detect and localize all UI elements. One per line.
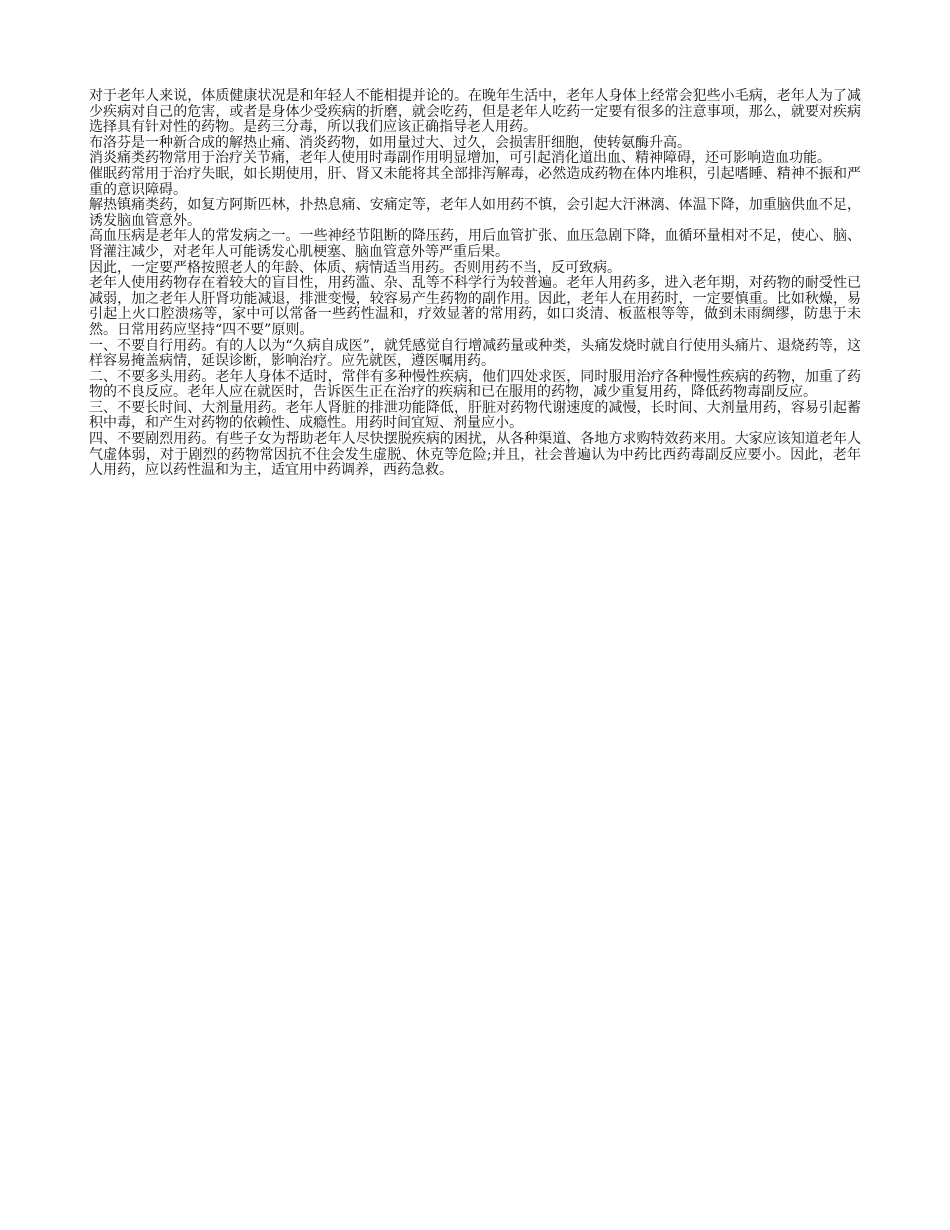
paragraph-four-donts-intro: 老年人使用药物存在着较大的盲目性，用药滥、杂、乱等不科学行为较普遍。老年人用药多，进入老年期，对药物的耐受性已减弱，加之老年人肝肾功能减退，排泄变慢，较容易产生药物的副作用。因此，老年人在用药时，一定要慎重。比如秋燥，易引起上火口腔溃疡等，家中可以常备一些药性温和，疗效显著的常用药，如口炎清、板蓝根等等，做到未雨绸缪，防患于未然。日常用药应坚持“四不要”原则。 [89, 275, 861, 338]
paragraph-rule-four: 四、不要剧烈用药。有些子女为帮助老年人尽快摆脱疾病的困扰，从各种渠道、各地方求购特效药来用。大家应该知道老年人气虚体弱，对于剧烈的药物常因抗不住会发生虚脱、休克等危险;并且，社会普遍认为中药比西药毒副反应要小。因此，老年人用药，应以药性温和为主，适宜用中药调养，西药急救。 [89, 431, 861, 479]
paragraph-antipyretics: 解热镇痛类药，如复方阿斯匹林，扑热息痛、安痛定等，老年人如用药不慎，会引起大汗淋漓、体温下降，加重脑供血不足，诱发脑血管意外。 [89, 197, 861, 229]
paragraph-ibuprofen: 布洛芬是一种新合成的解热止痛、消炎药物，如用量过大、过久，会损害肝细胞，使转氨酶升高。 [89, 134, 691, 151]
paragraph-hypertension: 高血压病是老年人的常发病之一。一些神经节阻断的降压药，用后血管扩张、血压急剧下降，血循环量相对不足，使心、脑、肾灌注减少，对老年人可能诱发心肌梗塞、脑血管意外等严重后果。 [89, 228, 861, 260]
paragraph-rule-three: 三、不要长时间、大剂量用药。老年人肾脏的排泄功能降低，肝脏对药物代谢速度的减慢，长时间、大剂量用药，容易引起蓄积中毒，和产生对药物的依赖性、成瘾性。用药时间宜短、剂量应小。 [89, 399, 861, 432]
document-body [89, 89, 861, 479]
paragraph-conclusion: 因此，一定要严格按照老人的年龄、体质、病情适当用药。否则用药不当，反可致病。 [89, 259, 621, 276]
paragraph-rule-one: 一、不要自行用药。有的人以为“久病自成医”，就凭感觉自行增减药量或种类，头痛发烧时就自行使用头痛片、退烧药等，这样容易掩盖病情，延误诊断，影响治疗。应先就医，遵医嘱用药。 [89, 337, 861, 370]
paragraph-intro: 对于老年人来说，体质健康状况是和年轻人不能相提并论的。在晚年生活中，老年人身体上经常会犯些小毛病，老年人为了减少疾病对自己的危害，或者是身体少受疾病的折磨，就会吃药，但是老年人吃药一定要有很多的注意事项，那么，就要对疾病选择具有针对性的药物。是药三分毒，所以我们应该正确指导老人用药。 [89, 88, 861, 136]
paragraph-rule-two: 二、不要多头用药。老年人身体不适时，常伴有多种慢性疾病，他们四处求医，同时服用治疗各种慢性疾病的药物，加重了药物的不良反应。老年人应在就医时，告诉医生正在治疗的疾病和已在服用的药物，减少重复用药，降低药物毒副反应。 [89, 368, 861, 401]
paragraph-indomethacin: 消炎痛类药物常用于治疗关节痛，老年人使用时毒副作用明显增加，可引起消化道出血、精神障碍，还可影响造血功能。 [89, 150, 831, 167]
paragraph-hypnotics: 催眠药常用于治疗失眠，如长期使用，肝、肾又未能将其全部排泻解毒，必然造成药物在体内堆积，引起嗜睡、精神不振和严重的意识障碍。 [89, 165, 861, 198]
